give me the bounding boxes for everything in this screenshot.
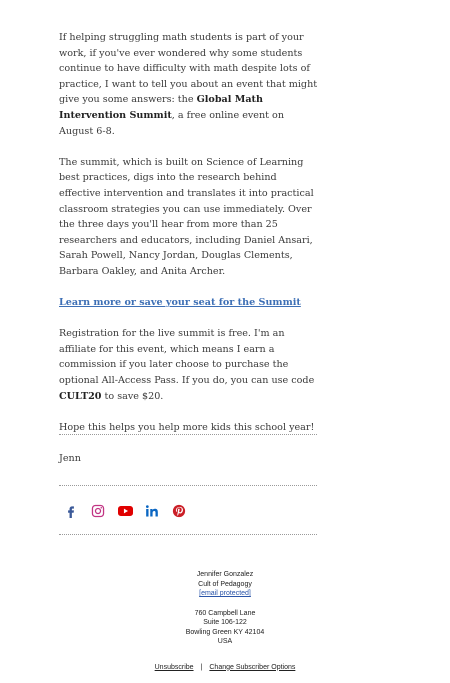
affiliate-text-end: to save $20. [101, 390, 164, 402]
linkedin-icon[interactable] [143, 502, 161, 520]
youtube-icon[interactable] [116, 502, 134, 520]
cta-paragraph [59, 295, 321, 311]
sender-name: Jennifer Gonzalez [196, 571, 254, 578]
summit-signup-link[interactable]: Learn more or save your seat for the Summit [59, 297, 301, 309]
affiliate-paragraph [59, 326, 321, 404]
intro-paragraph [59, 30, 321, 139]
address-line-1: 760 Campbell Lane [194, 609, 256, 617]
footer-links [0, 663, 450, 673]
sender-email-link[interactable]: [email protected] [199, 590, 251, 597]
affiliate-text: Registration for the live summit is free. I'm an affiliate for this event, which means I earn a commission if you later choose to purchase the optional All-Access Pass. If you do, you can use code [59, 328, 315, 387]
address-country: USA [217, 638, 233, 645]
summit-name: Global Math Intervention Summit [59, 94, 263, 121]
summit-description: The summit, which is built on Science of Learning best practices, digs into the research behind effective intervention and translates it into practical classroom strategies you can use immediately. Over the three days you'll hear from more than 25 researchers and educators, including Daniel Ansari, Sarah Powell, Nancy Jordan, Douglas Clements, Barbara Oakley, and Anita Archer. [59, 156, 314, 277]
email-body [59, 30, 321, 482]
instagram-icon[interactable] [89, 502, 107, 520]
social-links [62, 500, 188, 522]
address-line-2: Suite 106-122 [203, 619, 247, 626]
divider-middle [59, 485, 317, 486]
footer-link-separator: | [200, 663, 203, 671]
address-line-3: Bowling Green KY 42104 [185, 628, 265, 636]
intro-text: If helping struggling math students is part of your work, if you've ever wondered why some students continue to have difficulty with math despite lots of practice, I want to tell you about an event that might give you some answers: the [59, 32, 318, 106]
closing-line: Hope this helps you help more kids this school year! [59, 421, 315, 433]
facebook-icon[interactable] [62, 502, 80, 520]
signature: Jenn [59, 453, 81, 465]
pinterest-icon[interactable] [170, 502, 188, 520]
change-subscriber-options-link[interactable]: Change Subscriber Options [209, 663, 296, 671]
intro-text-end: , a free online event on August 6-8. [59, 109, 285, 137]
email-footer [0, 570, 450, 672]
divider-bottom [59, 534, 317, 535]
divider-top [59, 434, 317, 435]
coupon-code: CULT20 [59, 390, 102, 402]
sender-org: Cult of Pedagogy [198, 580, 252, 588]
unsubscribe-link[interactable]: Unsubscribe [154, 663, 194, 671]
